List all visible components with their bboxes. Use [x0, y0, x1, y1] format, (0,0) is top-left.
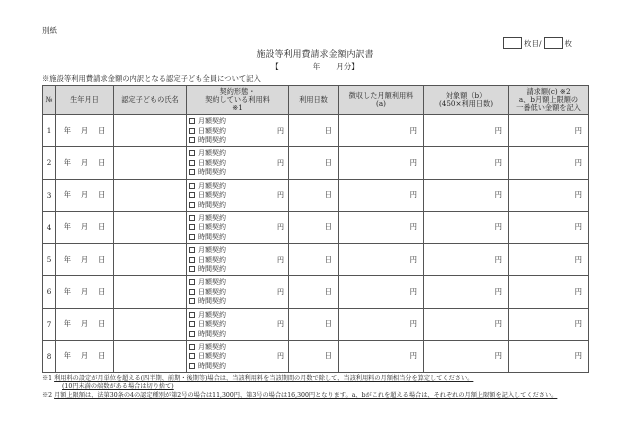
child-name-cell[interactable]: [114, 276, 187, 308]
birth-year-label: 年: [63, 351, 71, 361]
contract-fee-yen-unit: 円: [277, 223, 284, 232]
collected-fee-yen-unit: 円: [409, 286, 417, 296]
target-amount-cell[interactable]: [424, 115, 509, 147]
contract-type-cell: [187, 179, 289, 211]
claim-amount-yen-unit: 円: [574, 254, 582, 264]
monthly-label: 月額契約: [198, 181, 226, 190]
period-month-label: 月分】: [336, 62, 359, 71]
monthly-label: 月額契約: [198, 310, 226, 319]
hourly-checkbox[interactable]: [189, 137, 195, 143]
monthly-checkbox[interactable]: [189, 215, 195, 221]
hourly-label: 時間契約: [198, 329, 226, 338]
collected-fee-yen-unit: 円: [409, 319, 417, 329]
contract-option-hourly[interactable]: [189, 168, 286, 178]
contract-option-hourly[interactable]: [189, 200, 286, 210]
contract-fee-yen-unit: 円: [277, 126, 284, 135]
period-open-bracket: 【: [271, 62, 279, 71]
table-row: [43, 179, 589, 211]
table-row: [43, 211, 589, 243]
target-amount-cell[interactable]: [424, 340, 509, 372]
birth-month-label: 月: [80, 351, 89, 361]
row-number: 4: [43, 211, 56, 243]
daily-checkbox[interactable]: [189, 353, 195, 359]
contract-fee-yen-unit: 円: [277, 287, 284, 296]
row-number: 6: [43, 276, 56, 308]
header-claim-amount: 請求額(c) ※2 a、b月額上限額の 一番低い金額を記入: [509, 86, 589, 115]
claim-amount-yen-unit: 円: [574, 286, 582, 296]
child-name-cell[interactable]: [114, 147, 187, 179]
claim-amount-cell[interactable]: [509, 308, 589, 340]
hourly-label: 時間契約: [198, 361, 226, 370]
birth-day-label: 日: [98, 319, 106, 329]
child-name-cell[interactable]: [114, 308, 187, 340]
table-row: [43, 340, 589, 372]
birthdate-cell[interactable]: [56, 308, 114, 340]
header-target-amount: 対象額（b） (450×利用日数): [424, 86, 509, 115]
birth-day-label: 日: [98, 157, 106, 167]
days-unit: 日: [324, 319, 332, 329]
hourly-checkbox[interactable]: [189, 363, 195, 369]
contract-option-monthly[interactable]: [189, 245, 286, 255]
hourly-label: 時間契約: [198, 297, 226, 306]
daily-checkbox[interactable]: [189, 192, 195, 198]
contract-option-monthly[interactable]: [189, 181, 286, 191]
claim-amount-yen-unit: 円: [574, 157, 582, 167]
collected-fee-yen-unit: 円: [409, 190, 417, 200]
contract-type-cell: [187, 308, 289, 340]
contract-option-daily[interactable]: [189, 352, 286, 362]
target-amount-cell[interactable]: [424, 276, 509, 308]
contract-type-cell: [187, 244, 289, 276]
footnote-1-mark: ※1: [42, 375, 53, 382]
birth-month-label: 月: [80, 222, 89, 232]
collected-fee-yen-unit: 円: [409, 254, 417, 264]
monthly-checkbox[interactable]: [189, 150, 195, 156]
birth-year-label: 年: [63, 286, 71, 296]
claim-amount-cell[interactable]: [509, 211, 589, 243]
daily-checkbox[interactable]: [189, 289, 195, 295]
period-year-label: 年: [312, 62, 321, 71]
contract-option-monthly[interactable]: [189, 213, 286, 223]
daily-checkbox[interactable]: [189, 257, 195, 263]
daily-label: 日額契約: [198, 255, 226, 264]
target-amount-cell[interactable]: [424, 244, 509, 276]
contract-option-monthly[interactable]: [189, 342, 286, 352]
row-number: 3: [43, 179, 56, 211]
target-amount-cell[interactable]: [424, 211, 509, 243]
table-row: [43, 147, 589, 179]
contract-option-monthly[interactable]: [189, 149, 286, 159]
monthly-checkbox[interactable]: [189, 312, 195, 318]
birth-day-label: 日: [98, 125, 106, 135]
hourly-checkbox[interactable]: [189, 331, 195, 337]
days-cell[interactable]: [289, 340, 339, 372]
claim-amount-yen-unit: 円: [574, 319, 582, 329]
target-amount-cell[interactable]: [424, 308, 509, 340]
contract-option-monthly[interactable]: [189, 278, 286, 288]
birth-year-label: 年: [63, 222, 71, 232]
child-name-cell[interactable]: [114, 211, 187, 243]
days-cell[interactable]: [289, 308, 339, 340]
billing-period: [0, 61, 630, 72]
table-header-row: [43, 86, 589, 115]
header-contract: 契約形態・ 契約している利用料 ※1: [187, 86, 289, 115]
billing-breakdown-table: [42, 85, 589, 373]
collected-fee-yen-unit: 円: [409, 157, 417, 167]
days-unit: 日: [324, 157, 332, 167]
monthly-checkbox[interactable]: [189, 247, 195, 253]
footnote-1-sub-text: (10円未満の端数がある場合は切り捨て): [62, 383, 174, 390]
collected-fee-yen-unit: 円: [409, 125, 417, 135]
claim-amount-cell[interactable]: [509, 276, 589, 308]
days-cell[interactable]: [289, 147, 339, 179]
target-amount-yen-unit: 円: [494, 286, 502, 296]
days-unit: 日: [324, 351, 332, 361]
birthdate-cell[interactable]: [56, 179, 114, 211]
contract-fee-yen-unit: 円: [277, 158, 284, 167]
contract-option-daily[interactable]: [189, 319, 286, 329]
contract-option-daily[interactable]: [189, 255, 286, 265]
days-cell[interactable]: [289, 115, 339, 147]
birth-day-label: 日: [98, 190, 106, 200]
contract-type-cell: [187, 276, 289, 308]
birth-month-label: 月: [80, 125, 89, 135]
contract-type-cell: [187, 340, 289, 372]
claim-amount-cell[interactable]: [509, 147, 589, 179]
birthdate-cell[interactable]: [56, 244, 114, 276]
contract-option-daily[interactable]: [189, 190, 286, 200]
birth-month-label: 月: [80, 319, 89, 329]
days-unit: 日: [324, 190, 332, 200]
birthdate-cell[interactable]: [56, 115, 114, 147]
collected-fee-cell[interactable]: [339, 115, 424, 147]
target-amount-yen-unit: 円: [494, 125, 502, 135]
hourly-checkbox[interactable]: [189, 234, 195, 240]
collected-fee-yen-unit: 円: [409, 351, 417, 361]
birth-year-label: 年: [63, 319, 71, 329]
claim-amount-cell[interactable]: [509, 115, 589, 147]
birthdate-cell[interactable]: [56, 340, 114, 372]
hourly-checkbox[interactable]: [189, 202, 195, 208]
birth-month-label: 月: [80, 157, 89, 167]
days-unit: 日: [324, 286, 332, 296]
child-name-cell[interactable]: [114, 115, 187, 147]
contract-option-hourly[interactable]: [189, 232, 286, 242]
target-amount-cell[interactable]: [424, 179, 509, 211]
contract-option-monthly[interactable]: [189, 116, 286, 126]
contract-fee-yen-unit: 円: [277, 320, 284, 329]
target-amount-yen-unit: 円: [494, 157, 502, 167]
daily-label: 日額契約: [198, 352, 226, 361]
days-unit: 日: [324, 254, 332, 264]
birthdate-cell[interactable]: [56, 211, 114, 243]
contract-fee-yen-unit: 円: [277, 255, 284, 264]
days-cell[interactable]: [289, 211, 339, 243]
claim-amount-cell[interactable]: [509, 244, 589, 276]
hourly-label: 時間契約: [198, 168, 226, 177]
claim-amount-yen-unit: 円: [574, 190, 582, 200]
contract-option-hourly[interactable]: [189, 361, 286, 371]
footnote-2-mark: ※2: [42, 392, 53, 399]
contract-type-cell: [187, 147, 289, 179]
monthly-checkbox[interactable]: [189, 279, 195, 285]
birthdate-cell[interactable]: [56, 276, 114, 308]
birth-year-label: 年: [63, 157, 71, 167]
contract-type-cell: [187, 211, 289, 243]
target-amount-yen-unit: 円: [494, 351, 502, 361]
table-row: [43, 244, 589, 276]
hourly-checkbox[interactable]: [189, 169, 195, 175]
target-amount-yen-unit: 円: [494, 222, 502, 232]
header-days: 利用日数: [289, 86, 339, 115]
header-no: №: [43, 86, 56, 115]
row-number: 8: [43, 340, 56, 372]
daily-checkbox[interactable]: [189, 321, 195, 327]
instruction-note: ※施設等利用費請求金額の内訳となる認定子ども全員について記入: [42, 74, 261, 83]
collected-fee-cell[interactable]: [339, 147, 424, 179]
days-unit: 日: [324, 125, 332, 135]
birth-year-label: 年: [63, 254, 71, 264]
birth-month-label: 月: [80, 190, 89, 200]
row-number: 5: [43, 244, 56, 276]
target-amount-yen-unit: 円: [494, 190, 502, 200]
header-birthdate: 生年月日: [56, 86, 114, 115]
table-row: [43, 308, 589, 340]
header-child-name: 認定子どもの氏名: [114, 86, 187, 115]
claim-amount-yen-unit: 円: [574, 351, 582, 361]
collected-fee-cell[interactable]: [339, 340, 424, 372]
daily-label: 日額契約: [198, 158, 226, 167]
hourly-label: 時間契約: [198, 265, 226, 274]
monthly-label: 月額契約: [198, 246, 226, 255]
collected-fee-yen-unit: 円: [409, 222, 417, 232]
birth-day-label: 日: [98, 254, 106, 264]
birth-day-label: 日: [98, 286, 106, 296]
birth-year-label: 年: [63, 125, 71, 135]
hourly-label: 時間契約: [198, 136, 226, 145]
contract-fee-yen-unit: 円: [277, 191, 284, 200]
target-amount-cell[interactable]: [424, 147, 509, 179]
daily-label: 日額契約: [198, 126, 226, 135]
collected-fee-cell[interactable]: [339, 308, 424, 340]
monthly-checkbox[interactable]: [189, 118, 195, 124]
contract-option-daily[interactable]: [189, 223, 286, 233]
footnote-1-sub: [62, 381, 174, 390]
daily-label: 日額契約: [198, 191, 226, 200]
contract-option-monthly[interactable]: [189, 310, 286, 320]
contract-fee-yen-unit: 円: [277, 352, 284, 361]
row-number: 2: [43, 147, 56, 179]
claim-amount-yen-unit: 円: [574, 222, 582, 232]
birth-month-label: 月: [80, 254, 89, 264]
page-of-label: 枚目/: [523, 38, 542, 48]
birth-day-label: 日: [98, 351, 106, 361]
child-name-cell[interactable]: [114, 340, 187, 372]
days-cell[interactable]: [289, 244, 339, 276]
monthly-label: 月額契約: [198, 213, 226, 222]
daily-checkbox[interactable]: [189, 128, 195, 134]
annex-label: 別紙: [42, 26, 57, 35]
days-cell[interactable]: [289, 276, 339, 308]
contract-option-daily[interactable]: [189, 126, 286, 136]
page-total-label: 枚: [564, 38, 572, 48]
daily-checkbox[interactable]: [189, 160, 195, 166]
header-collected-fee: 徴収した月額利用料 (a): [339, 86, 424, 115]
contract-option-hourly[interactable]: [189, 297, 286, 307]
contract-option-hourly[interactable]: [189, 264, 286, 274]
birthdate-cell[interactable]: [56, 147, 114, 179]
monthly-label: 月額契約: [198, 117, 226, 126]
collected-fee-cell[interactable]: [339, 276, 424, 308]
contract-type-cell: [187, 115, 289, 147]
hourly-checkbox[interactable]: [189, 266, 195, 272]
daily-label: 日額契約: [198, 223, 226, 232]
row-number: 7: [43, 308, 56, 340]
monthly-label: 月額契約: [198, 278, 226, 287]
claim-amount-cell[interactable]: [509, 179, 589, 211]
collected-fee-cell[interactable]: [339, 244, 424, 276]
child-name-cell[interactable]: [114, 179, 187, 211]
days-cell[interactable]: [289, 179, 339, 211]
table-row: [43, 115, 589, 147]
footnote-2-text: 月額上限額は、法第30条の4の認定種別が第2号の場合は11,300円、第3号の場合は16,300円となります。a、bがこれを超える場合は、それぞれの月額上限額を記入してください。: [54, 392, 558, 399]
claim-amount-yen-unit: 円: [574, 125, 582, 135]
contract-option-hourly[interactable]: [189, 329, 286, 339]
table-row: [43, 276, 589, 308]
daily-label: 日額契約: [198, 287, 226, 296]
birth-year-label: 年: [63, 190, 71, 200]
daily-checkbox[interactable]: [189, 224, 195, 230]
child-name-cell[interactable]: [114, 244, 187, 276]
birth-day-label: 日: [98, 222, 106, 232]
birth-month-label: 月: [80, 286, 89, 296]
daily-label: 日額契約: [198, 320, 226, 329]
monthly-label: 月額契約: [198, 342, 226, 351]
monthly-label: 月額契約: [198, 149, 226, 158]
hourly-label: 時間契約: [198, 232, 226, 241]
collected-fee-cell[interactable]: [339, 211, 424, 243]
target-amount-yen-unit: 円: [494, 254, 502, 264]
monthly-checkbox[interactable]: [189, 344, 195, 350]
footnote-2: [42, 390, 557, 399]
days-unit: 日: [324, 222, 332, 232]
hourly-label: 時間契約: [198, 200, 226, 209]
document-title: 施設等利用費請求金額内訳書: [256, 50, 374, 60]
row-number: 1: [43, 115, 56, 147]
footnote-1-text: 利用料の設定が月単位を超える(四半期、前期・後期等)場合は、当該利用料を当該期間の月数で除して、当該利用料の月額相当分を算定してください。: [54, 375, 474, 382]
monthly-checkbox[interactable]: [189, 183, 195, 189]
collected-fee-cell[interactable]: [339, 179, 424, 211]
claim-amount-cell[interactable]: [509, 340, 589, 372]
hourly-checkbox[interactable]: [189, 298, 195, 304]
contract-option-daily[interactable]: [189, 158, 286, 168]
target-amount-yen-unit: 円: [494, 319, 502, 329]
contract-option-daily[interactable]: [189, 287, 286, 297]
contract-option-hourly[interactable]: [189, 135, 286, 145]
